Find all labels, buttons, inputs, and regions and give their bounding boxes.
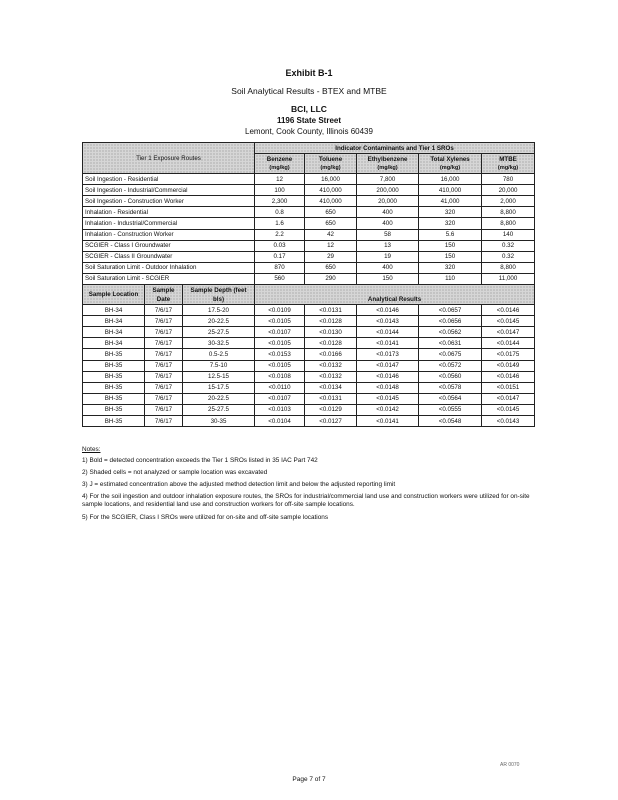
result-value: <0.0103	[255, 404, 305, 415]
route-name: Soil Ingestion - Construction Worker	[83, 196, 255, 207]
result-value: <0.0127	[305, 415, 357, 426]
company-name: BCI, LLC	[291, 104, 327, 114]
result-value: <0.0144	[482, 338, 535, 349]
result-value: <0.0104	[255, 415, 305, 426]
sro-value: 290	[305, 273, 357, 284]
sample-date: 7/6/17	[145, 371, 183, 382]
sro-value: 8,800	[482, 207, 535, 218]
route-row	[83, 229, 535, 240]
sample-location: BH-35	[83, 349, 145, 360]
sample-depth-header: Sample Depth (feet bls)	[183, 285, 255, 305]
sample-depth: 30-32.5	[183, 338, 255, 349]
sro-value: 7,800	[357, 174, 419, 185]
sro-value: 0.17	[255, 251, 305, 262]
sample-location: BH-35	[83, 415, 145, 426]
sro-value: 650	[305, 207, 357, 218]
sample-row	[83, 360, 535, 371]
result-value: <0.0132	[305, 371, 357, 382]
sro-value: 0.03	[255, 240, 305, 251]
route-name: SCGIER - Class I Groundwater	[83, 240, 255, 251]
sample-location: BH-35	[83, 404, 145, 415]
sro-value: 19	[357, 251, 419, 262]
route-row	[83, 262, 535, 273]
result-value: <0.0107	[255, 393, 305, 404]
column-header	[305, 154, 357, 174]
route-name: Soil Saturation Limit - Outdoor Inhalation	[83, 262, 255, 273]
route-row	[83, 174, 535, 185]
result-value: <0.0130	[305, 327, 357, 338]
sample-location: BH-34	[83, 305, 145, 316]
sro-value: 150	[419, 240, 482, 251]
result-value: <0.0105	[255, 360, 305, 371]
sro-value: 150	[419, 251, 482, 262]
sample-depth: 25-27.5	[183, 404, 255, 415]
result-value: <0.0141	[357, 338, 419, 349]
sample-depth: 25-27.5	[183, 327, 255, 338]
sample-row	[83, 305, 535, 316]
sample-date: 7/6/17	[145, 415, 183, 426]
route-name: Inhalation - Industrial/Commercial	[83, 218, 255, 229]
sro-value: 2.2	[255, 229, 305, 240]
document-title: Soil Analytical Results - BTEX and MTBE	[231, 86, 387, 96]
sample-location-header: Sample Location	[83, 285, 145, 305]
sro-value: 150	[357, 273, 419, 284]
notes-heading: Notes:	[82, 446, 101, 453]
sro-value: 2,000	[482, 196, 535, 207]
notes-list	[82, 457, 542, 523]
result-value: <0.0110	[255, 382, 305, 393]
sample-row	[83, 404, 535, 415]
sro-value: 13	[357, 240, 419, 251]
route-row	[83, 251, 535, 262]
result-value: <0.0107	[255, 327, 305, 338]
result-value: <0.0143	[357, 316, 419, 327]
route-name: SCGIER - Class II Groundwater	[83, 251, 255, 262]
sample-header-row	[83, 285, 535, 305]
sample-depth: 12.5-15	[183, 371, 255, 382]
sample-location: BH-34	[83, 327, 145, 338]
result-value: <0.0145	[482, 316, 535, 327]
page-number: Page 7 of 7	[292, 776, 326, 783]
sro-value: 560	[255, 273, 305, 284]
sro-value: 650	[305, 218, 357, 229]
result-value: <0.0149	[482, 360, 535, 371]
result-value: <0.0146	[357, 371, 419, 382]
table-body	[83, 143, 535, 427]
result-value: <0.0675	[419, 349, 482, 360]
column-header	[419, 154, 482, 174]
sro-value: 780	[482, 174, 535, 185]
sro-value: 400	[357, 218, 419, 229]
sro-value: 16,000	[305, 174, 357, 185]
result-value: <0.0128	[305, 338, 357, 349]
note-item: 4) For the soil ingestion and outdoor inhalation exposure routes, the SROs for industrial/commercial land use and construction workers were utilized for on-site sample locations, and residential land use and construction workers for off-site sample locations.	[82, 492, 530, 509]
result-value: <0.0108	[255, 371, 305, 382]
sample-location: BH-34	[83, 316, 145, 327]
result-value: <0.0562	[419, 327, 482, 338]
result-value: <0.0560	[419, 371, 482, 382]
sro-value: 100	[255, 185, 305, 196]
result-value: <0.0175	[482, 349, 535, 360]
result-value: <0.0143	[482, 415, 535, 426]
column-name: Ethylbenzene	[367, 155, 408, 163]
result-value: <0.0151	[482, 382, 535, 393]
sample-row	[83, 338, 535, 349]
sro-value: 650	[305, 262, 357, 273]
sample-location: BH-35	[83, 371, 145, 382]
result-value: <0.0166	[305, 349, 357, 360]
sro-value: 2,300	[255, 196, 305, 207]
sample-date-header: Sample Date	[145, 285, 183, 305]
column-name: Total Xylenes	[430, 155, 470, 163]
sro-value: 8,800	[482, 218, 535, 229]
street-address: 1196 State Street	[276, 116, 342, 125]
result-value: <0.0153	[255, 349, 305, 360]
result-value: <0.0555	[419, 404, 482, 415]
result-value: <0.0147	[482, 393, 535, 404]
result-value: <0.0148	[357, 382, 419, 393]
sro-value: 140	[482, 229, 535, 240]
sample-depth: 17.5-20	[183, 305, 255, 316]
column-units: (mg/kg)	[439, 164, 461, 171]
sro-value: 320	[419, 262, 482, 273]
result-value: <0.0128	[305, 316, 357, 327]
result-value: <0.0109	[255, 305, 305, 316]
sro-value: 12	[305, 240, 357, 251]
sro-value: 20,000	[357, 196, 419, 207]
sample-row	[83, 349, 535, 360]
route-row	[83, 218, 535, 229]
column-header	[255, 154, 305, 174]
route-row	[83, 240, 535, 251]
route-name: Soil Saturation Limit - SCGIER	[83, 273, 255, 284]
sample-date: 7/6/17	[145, 316, 183, 327]
route-name: Inhalation - Residential	[83, 207, 255, 218]
result-value: <0.0131	[305, 305, 357, 316]
sro-value: 8,800	[482, 262, 535, 273]
result-value: <0.0105	[255, 316, 305, 327]
result-value: <0.0145	[357, 393, 419, 404]
result-value: <0.0134	[305, 382, 357, 393]
sro-value: 0.32	[482, 251, 535, 262]
sro-value: 110	[419, 273, 482, 284]
sample-depth: 7.5-10	[183, 360, 255, 371]
sample-location: BH-35	[83, 360, 145, 371]
sro-value: 11,000	[482, 273, 535, 284]
sro-value: 410,000	[419, 185, 482, 196]
result-value: <0.0132	[305, 360, 357, 371]
result-value: <0.0578	[419, 382, 482, 393]
column-name: MTBE	[499, 155, 517, 163]
sample-row	[83, 316, 535, 327]
ar-stamp: AR 0070	[500, 762, 520, 768]
note-item: 1) Bold = detected concentration exceeds the Tier 1 SROs listed in 35 IAC Part 742	[82, 456, 318, 464]
result-value: <0.0631	[419, 338, 482, 349]
note-item: 2) Shaded cells = not analyzed or sample location was excavated	[82, 468, 268, 476]
result-value: <0.0144	[357, 327, 419, 338]
soil-results-table	[82, 142, 535, 427]
route-name: Inhalation - Construction Worker	[83, 229, 255, 240]
sample-depth: 20-22.5	[183, 316, 255, 327]
sample-row	[83, 393, 535, 404]
result-value: <0.0572	[419, 360, 482, 371]
sample-depth: 30-35	[183, 415, 255, 426]
note-item: 3) J = estimated concentration above the adjusted method detection limit and below the adjusted reporting limit	[82, 480, 396, 488]
sample-date: 7/6/17	[145, 382, 183, 393]
column-name: Toluene	[318, 155, 343, 163]
sro-value: 870	[255, 262, 305, 273]
sro-value: 41,000	[419, 196, 482, 207]
city-address: Lemont, Cook County, Illinois 60439	[245, 127, 373, 136]
analytical-results-header: Analytical Results	[255, 285, 535, 305]
sample-date: 7/6/17	[145, 393, 183, 404]
column-units: (mg/kg)	[320, 164, 341, 171]
result-value: <0.0146	[357, 305, 419, 316]
result-value: <0.0146	[482, 305, 535, 316]
sample-date: 7/6/17	[145, 338, 183, 349]
column-units: (mg/kg)	[269, 164, 290, 171]
result-value: <0.0145	[482, 404, 535, 415]
column-header	[357, 154, 419, 174]
sro-value: 320	[419, 207, 482, 218]
notes-section	[82, 446, 542, 526]
sro-value: 410,000	[305, 185, 357, 196]
note-item: 5) For the SCGIER, Class I SROs were utilized for on-site and off-site sample locations	[82, 513, 329, 521]
result-value: <0.0564	[419, 393, 482, 404]
route-row	[83, 207, 535, 218]
result-value: <0.0141	[357, 415, 419, 426]
group-header-row	[83, 143, 535, 154]
sro-value: 0.8	[255, 207, 305, 218]
result-value: <0.0657	[419, 305, 482, 316]
sro-value: 16,000	[419, 174, 482, 185]
route-name: Soil Ingestion - Residential	[83, 174, 255, 185]
sample-date: 7/6/17	[145, 327, 183, 338]
result-value: <0.0147	[482, 327, 535, 338]
sample-date: 7/6/17	[145, 349, 183, 360]
result-value: <0.0105	[255, 338, 305, 349]
column-units: (mg/kg)	[377, 164, 398, 171]
group-header: Indicator Contaminants and Tier 1 SROs	[255, 143, 535, 154]
sample-location: BH-35	[83, 382, 145, 393]
sample-depth: 0.5-2.5	[183, 349, 255, 360]
sample-location: BH-35	[83, 393, 145, 404]
sro-value: 410,000	[305, 196, 357, 207]
sample-date: 7/6/17	[145, 360, 183, 371]
result-value: <0.0147	[357, 360, 419, 371]
sample-location: BH-34	[83, 338, 145, 349]
result-value: <0.0146	[482, 371, 535, 382]
route-row	[83, 185, 535, 196]
sample-row	[83, 327, 535, 338]
sample-row	[83, 371, 535, 382]
sample-depth: 20-22.5	[183, 393, 255, 404]
sro-value: 320	[419, 218, 482, 229]
sro-value: 400	[357, 207, 419, 218]
sro-value: 12	[255, 174, 305, 185]
sro-value: 42	[305, 229, 357, 240]
result-value: <0.0548	[419, 415, 482, 426]
routes-header: Tier 1 Exposure Routes	[83, 143, 255, 174]
sro-value: 20,000	[482, 185, 535, 196]
sro-value: 400	[357, 262, 419, 273]
result-value: <0.0129	[305, 404, 357, 415]
route-row	[83, 196, 535, 207]
result-value: <0.0131	[305, 393, 357, 404]
result-value: <0.0142	[357, 404, 419, 415]
sample-row	[83, 415, 535, 426]
sample-date: 7/6/17	[145, 305, 183, 316]
sample-date: 7/6/17	[145, 404, 183, 415]
sro-value: 5.6	[419, 229, 482, 240]
column-header	[482, 154, 535, 174]
result-value: <0.0173	[357, 349, 419, 360]
result-value: <0.0656	[419, 316, 482, 327]
sro-value: 29	[305, 251, 357, 262]
sample-row	[83, 382, 535, 393]
sro-value: 58	[357, 229, 419, 240]
route-row	[83, 273, 535, 284]
column-units: (mg/kg)	[497, 164, 519, 171]
exhibit-label: Exhibit B-1	[285, 68, 333, 78]
route-name: Soil Ingestion - Industrial/Commercial	[83, 185, 255, 196]
column-name: Benzene	[266, 155, 293, 163]
sro-value: 0.32	[482, 240, 535, 251]
sro-value: 200,000	[357, 185, 419, 196]
sample-depth: 15-17.5	[183, 382, 255, 393]
sro-value: 1.6	[255, 218, 305, 229]
